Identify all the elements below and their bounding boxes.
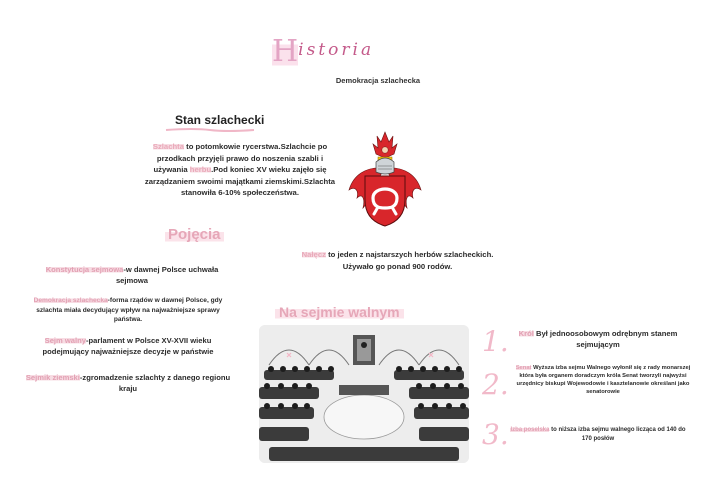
stan-text-1: to potomkowie rycerstwa.Szlachcie po przodkach przyjęli prawo do noszenia szabli i używania [153, 142, 328, 174]
definition-text: -forma rządów w dawnej Polsce, gdy szlachta miała decydujący wpływ na najważniejsze sprawy państwa. [36, 297, 223, 323]
definition-text: -parlament w Polsce XV-XVII wieku podejmujący najważniejsze decyzje w państwie [42, 336, 214, 356]
definition-term: Sejm walny [44, 336, 87, 345]
sejm-item-text: Wyższa izba sejmu Walnego wyłonił się z rady monarszej która była organem doradczym króla Senat tworzyli najwyżsi urzędnicy biskupi Wojewodowie i kasztelanowie określani jako senatorowie [516, 365, 691, 395]
nalecz-term: Nałęcz [301, 250, 326, 259]
nalecz-text: to jeden z najstarszych herbów szlacheckich. Używało go ponad 900 rodów. [325, 250, 494, 271]
stan-paragraph [140, 141, 340, 199]
stan-herb-term: herbu [189, 165, 212, 174]
stan-text-2: .Pod koniec XV wieku zajęło się zarządzaniem swoimi majątkami ziemskimi.Szlachta stanowiła 6-10% społeczeństwa. [144, 165, 336, 197]
definition-term: Sejmik ziemski [25, 373, 80, 382]
number-marker: 1. [482, 325, 509, 358]
sejm-item-text: to niższa izba sejmu walnego licząca od 140 do 170 posłów [549, 427, 686, 442]
title-initial: H [272, 34, 299, 69]
number-marker: 2. [482, 368, 509, 401]
definition-item [28, 335, 228, 357]
definition-term: Demokracja szlachecka [33, 297, 108, 304]
definition-text: -w dawnej Polsce uchwała sejmowa [115, 265, 219, 285]
sejm-item [508, 426, 688, 443]
title-rest: istoria [298, 40, 375, 60]
definition-text: -zgromadzenie szlachty z danego regionu kraju [79, 373, 231, 393]
nalecz-paragraph [300, 249, 495, 272]
definition-item [16, 372, 240, 394]
stan-heading: Stan szlachecki [175, 113, 265, 127]
sejm-heading: Na sejmie walnym [275, 304, 404, 320]
sejm-item-term: Król [518, 329, 534, 338]
definition-item [28, 296, 228, 325]
pojecia-heading: Pojęcia [165, 226, 224, 243]
definition-item [32, 264, 232, 286]
sejm-engraving-image [259, 325, 469, 463]
sejm-item [508, 328, 688, 350]
heading-underline [164, 128, 256, 132]
definition-term: Konstytucja sejmowa [45, 265, 124, 274]
page-title [272, 34, 374, 68]
number-marker: 3. [482, 418, 509, 451]
stan-term: Szlachta [152, 142, 185, 151]
sejm-item-term: Izba poselska [510, 427, 550, 433]
page-subtitle: Demokracja szlachecka [335, 76, 421, 85]
sejm-item-text: Był jednoosobowym odrębnym stanem sejmującym [533, 329, 678, 349]
coat-of-arms-icon [345, 128, 425, 228]
sejm-engraving-icon [259, 325, 469, 463]
sejm-item [508, 364, 698, 396]
sejm-item-term: Senat [515, 365, 532, 371]
